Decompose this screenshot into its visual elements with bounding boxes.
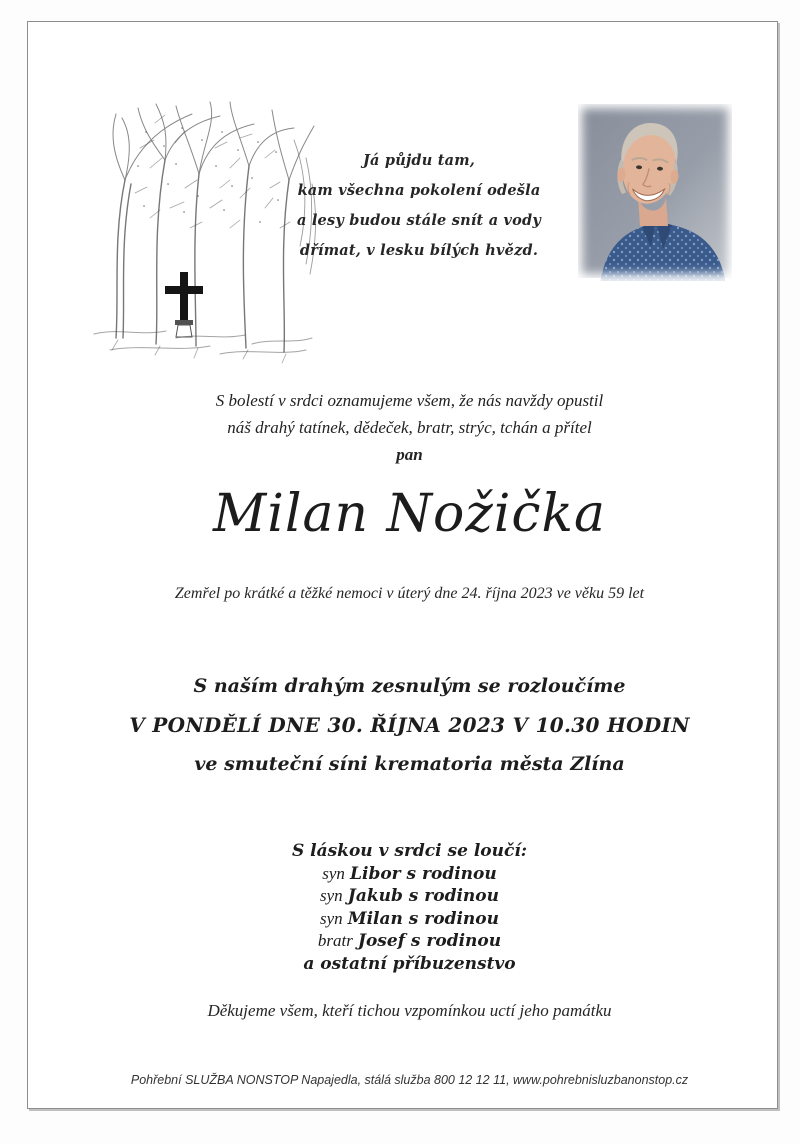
mourner-name: Josef s rodinou: [357, 931, 502, 951]
poem-line: a lesy budou stále snít a vody: [297, 212, 541, 229]
funeral-service-footer: Pohřební SLUŽBA NONSTOP Napajedla, stálá služba 800 12 12 11, www.pohrebnisluzbanonstop.cz: [130, 1073, 689, 1087]
mourners-heading: S láskou v srdci se loučí:: [291, 841, 528, 861]
mourner-name: Libor s rodinou: [350, 863, 497, 884]
deceased-portrait-icon: [572, 98, 738, 284]
obituary-page: [27, 21, 778, 1109]
grave-cross-icon: [165, 272, 203, 337]
funeral-datetime-line: V PONDĚLÍ DNE 30. ŘÍJNA 2023 V 10.30 HODIN: [129, 713, 690, 737]
funeral-venue-line: ve smuteční síni krematoria města Zlína: [194, 753, 625, 775]
mourner-name: Milan s rodinou: [347, 908, 499, 929]
poem-line: dřímat, v lesku bílých hvězd.: [299, 242, 539, 259]
mourner-row: [35, 930, 778, 953]
mourner-relation: bratr: [317, 931, 353, 950]
announcement-block: [35, 387, 778, 468]
deceased-name: Milan Nožička: [213, 484, 606, 544]
memorial-poem: [269, 146, 569, 266]
announcement-line: S bolestí v srdci oznamujeme všem, že nás navždy opustil: [215, 391, 604, 410]
mourners-block: [35, 840, 778, 975]
mourners-closing: a ostatní příbuzenstvo: [303, 953, 516, 974]
thanks-line: Děkujeme všem, kteří tichou vzpomínkou uctí jeho památku: [207, 1001, 612, 1020]
poem-line: kam všechna pokolení odešla: [297, 182, 541, 199]
announcement-line: náš drahý tatínek, dědeček, bratr, strýc, tchán a přítel: [227, 418, 592, 437]
mourner-name: Jakub s rodinou: [347, 886, 499, 906]
poem-line: Já půjdu tam,: [362, 152, 476, 169]
funeral-intro-line: S naším drahým zesnulým se rozloučíme: [193, 675, 626, 697]
mourner-relation: syn: [322, 863, 345, 883]
mourner-row: [35, 908, 778, 931]
mourner-row: [35, 885, 778, 908]
mourner-relation: syn: [320, 908, 343, 928]
portrait-photo: [572, 98, 738, 284]
mourner-relation: syn: [320, 886, 343, 905]
announcement-title-word: pan: [396, 445, 423, 464]
funeral-details-block: [35, 667, 778, 784]
death-notice: Zemřel po krátké a těžké nemoci v úterý dne 24. října 2023 ve věku 59 let: [174, 585, 645, 602]
mourner-row: [35, 863, 778, 886]
